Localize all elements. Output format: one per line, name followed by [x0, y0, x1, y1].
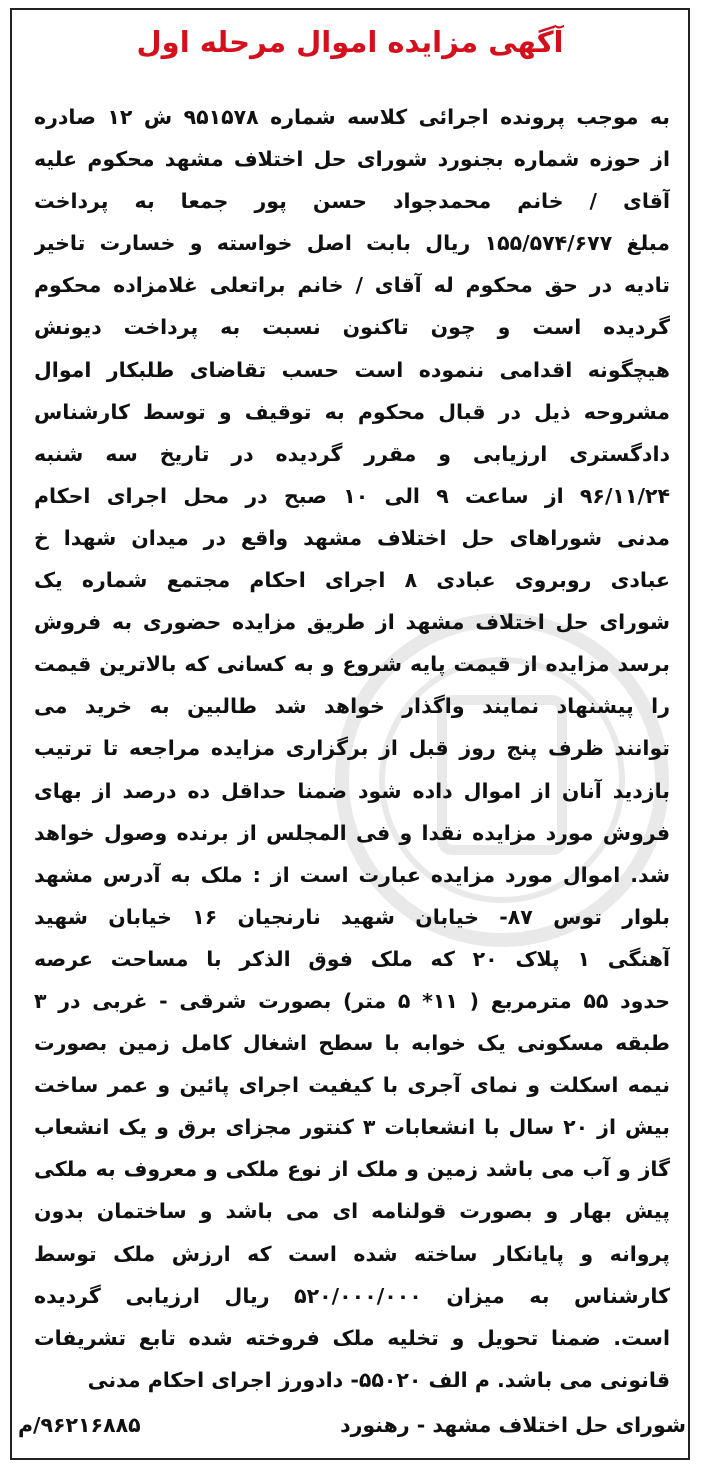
notice-code: ۹۶۲۱۶۸۸۵/م: [18, 1413, 141, 1437]
body-line: قانونی می باشد. م الف ۵۵۰۲۰- دادورز اجرای احکام مدنی: [87, 1367, 670, 1392]
body-line: از حوزه شماره بجنورد شورای حل اختلاف مشهد محکوم علیه: [34, 147, 670, 172]
body-line: توانند ظرف پنج روز قبل از برگزاری مزایده مراجعه تا ترتیب: [34, 736, 670, 761]
body-line: بازدید آنان از اموال داده شود ضمنا حداقل ده درصد از بهای: [34, 778, 670, 803]
body-line: شد. اموال مورد مزایده عبارت است از : ملک به آدرس مشهد: [34, 862, 670, 887]
body-line: بیش از ۲۰ سال با انشعابات ۳ کنتور مجزای برق و یک انشعاب: [34, 1115, 670, 1140]
signature-text: شورای حل اختلاف مشهد - رهنورد: [340, 1413, 686, 1437]
body-line: به موجب پرونده اجرائی کلاسه شماره ۹۵۱۵۷۸ ش ۱۲ صادره: [34, 105, 670, 129]
notice-footer: [18, 1404, 686, 1446]
notice-frame: [10, 8, 690, 1460]
body-line: مبلغ ۱۵۵/۵۷۴/۶۷۷ ریال بابت اصل خواسته و خسارت تاخیر: [34, 231, 670, 256]
body-line: را پیشنهاد نمایند واگذار خواهد شد طالبین به خرید می: [34, 694, 670, 719]
body-line: پروانه و پایانکار ساخته شده است که ارزش ملک توسط: [34, 1241, 670, 1266]
body-line: آقای / خانم محمدجواد حسن پور جمعا به پرداخت: [34, 189, 670, 214]
notice-body: [34, 96, 670, 1401]
body-line: گردیده است و چون تاکنون نسبت به پرداخت دیونش: [34, 315, 670, 340]
body-line: ۹۶/۱۱/۲۴ از ساعت ۹ الی ۱۰ صبح در محل اجرای احکام: [34, 483, 670, 508]
body-line: مدنی شوراهای حل اختلاف مشهد واقع در میدان شهدا خ: [34, 525, 670, 550]
body-line: نیمه اسکلت و نمای آجری با کیفیت اجرای پائین و عمر ساخت: [34, 1073, 670, 1098]
body-line: گاز و آب می باشد زمین و ملک از نوع ملکی و معروف به ملکی: [34, 1157, 670, 1182]
body-line: فروش مورد مزایده نقدا و فی المجلس از برنده وصول خواهد: [34, 820, 670, 845]
body-line: دادگستری ارزیابی و مقرر گردیده در تاریخ سه شنبه: [34, 441, 670, 466]
body-line: برسد مزایده از قیمت پایه شروع و به کسانی که بالاترین قیمت: [34, 652, 670, 677]
body-line: آهنگی ۱ پلاک ۲۰ که ملک فوق الذکر با مساحت عرصه: [34, 946, 670, 971]
body-line: طبقه مسکونی یک خوابه با سطح اشغال کامل زمین بصورت: [34, 1031, 670, 1056]
body-line: است. ضمنا تحویل و تخلیه ملک فروخته شده تابع تشریفات: [34, 1325, 670, 1350]
notice-title: آگهی مزایده اموال مرحله اول: [136, 25, 564, 59]
body-line: کارشناس به میزان ۵۲۰/۰۰۰/۰۰۰ ریال ارزیابی گردیده: [34, 1283, 670, 1308]
body-line: تادیه در حق محکوم له آقای / خانم براتعلی غلامزاده محکوم: [34, 273, 670, 298]
body-line: بلوار توس ۸۷- خیابان شهید نارنجیان ۱۶ خیابان شهید: [34, 904, 670, 929]
body-line: شورای حل اختلاف مشهد از طریق مزایده حضوری به فروش: [34, 610, 670, 635]
body-line: پیش بهار و بصورت قولنامه ای می باشد و ساختمان بدون: [34, 1199, 670, 1224]
body-line: هیچگونه اقدامی ننموده است حسب تقاضای طلبکار اموال: [34, 357, 670, 382]
body-line: عبادی روبروی عبادی ۸ اجرای احکام مجتمع شماره یک: [34, 568, 670, 593]
body-line: مشروحه ذیل در قبال محکوم به توقیف و توسط کارشناس: [34, 399, 670, 424]
body-line: حدود ۵۵ مترمربع ( ۱۱* ۵ متر) بصورت شرقی - غربی در ۳: [34, 988, 670, 1013]
